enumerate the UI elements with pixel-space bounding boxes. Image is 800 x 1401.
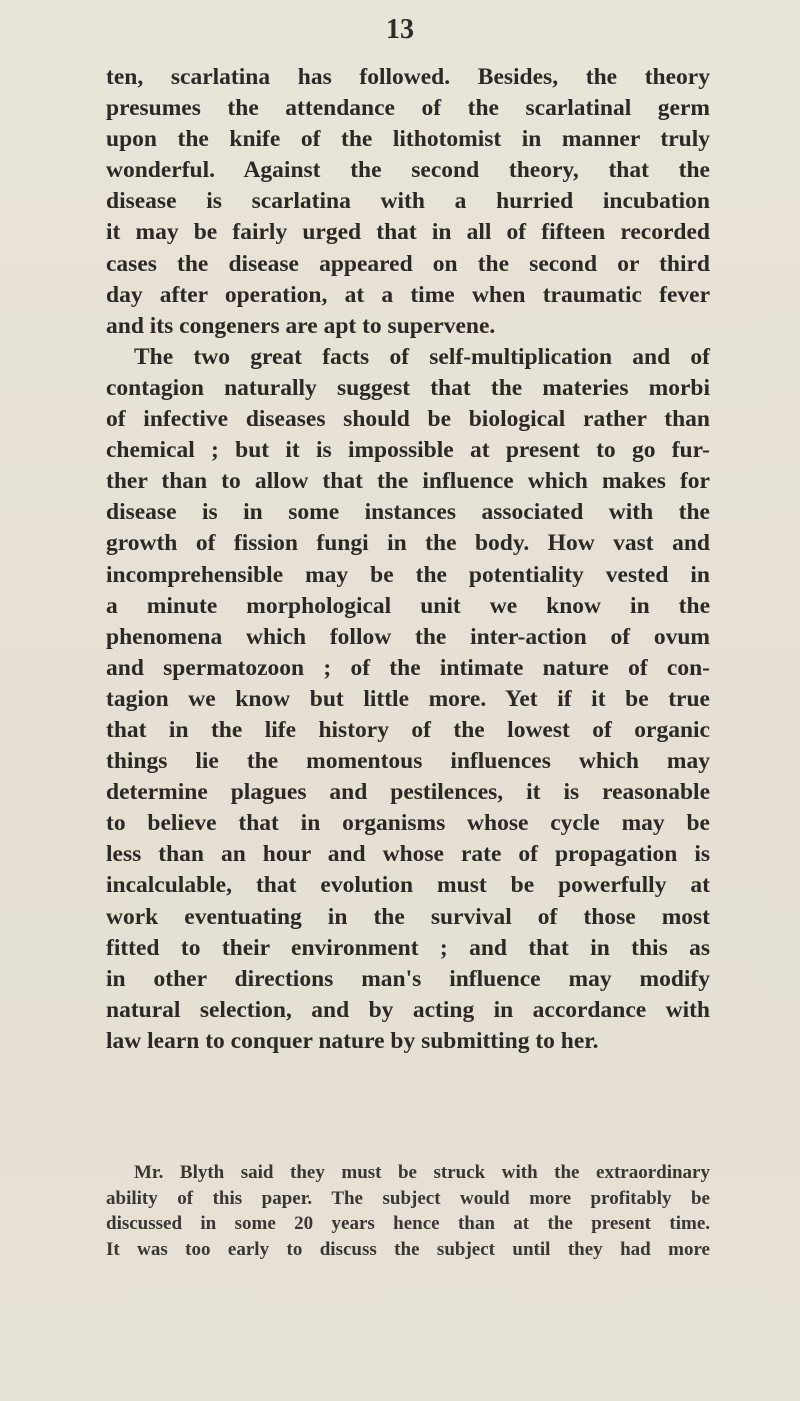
text-line: cases the disease appeared on the second or third: [106, 250, 710, 277]
text-line: it may be fairly urged that in all of fifteen recorded: [106, 219, 710, 246]
text-line: ten, scarlatina has followed. Besides, the theory: [106, 64, 710, 90]
text-line: tagion we know but little more. Yet if it be true: [106, 685, 710, 712]
text-line: law learn to conquer nature by submitting to her.: [106, 1027, 599, 1054]
text-line: natural selection, and by acting in accordance with: [106, 996, 710, 1023]
page-number: 13: [386, 14, 414, 45]
text-line: to believe that in organisms whose cycle may be: [106, 810, 710, 837]
text-line: phenomena which follow the inter-action of ovum: [106, 623, 710, 650]
text-line: wonderful. Against the second theory, that the: [106, 157, 710, 184]
text-line: work eventuating in the survival of those most: [106, 903, 710, 930]
text-line: incomprehensible may be the potentiality vested in: [106, 561, 710, 588]
text-line: day after operation, at a time when traumatic fever: [106, 281, 710, 308]
text-line: in other directions man's influence may modify: [106, 965, 710, 992]
text-line: disease is in some instances associated with the: [106, 499, 710, 526]
text-line: growth of fission fungi in the body. How vast and: [106, 530, 710, 557]
discussion-line: ability of this paper. The subject would more profitably be: [106, 1187, 710, 1209]
text-line: upon the knife of the lithotomist in manner truly: [106, 126, 710, 153]
text-line: and its congeners are apt to supervene.: [106, 312, 496, 339]
text-line: of infective diseases should be biological rather than: [106, 406, 710, 433]
text-line: ther than to allow that the influence which makes for: [106, 468, 710, 495]
text-line: a minute morphological unit we know in the: [106, 592, 710, 619]
discussion-line: discussed in some 20 years hence than at the present time.: [106, 1213, 710, 1235]
text-line: presumes the attendance of the scarlatinal germ: [106, 95, 710, 122]
text-line: and spermatozoon ; of the intimate nature of con-: [106, 654, 710, 681]
text-line: contagion naturally suggest that the materies morbi: [106, 374, 710, 401]
main-text-block: [106, 62, 710, 1057]
text-line: less than an hour and whose rate of propagation is: [106, 841, 710, 868]
text-line: that in the life history of the lowest of organic: [106, 716, 710, 743]
text-line: fitted to their environment ; and that in this as: [106, 934, 710, 961]
text-line: incalculable, that evolution must be powerfully at: [106, 872, 710, 899]
discussion-line: Mr. Blyth said they must be struck with the extraordinary: [134, 1162, 710, 1183]
discussion-line: It was too early to discuss the subject until they had more: [106, 1239, 710, 1261]
discussion-text-block: [106, 1160, 710, 1263]
paragraph-start-line: The two great facts of self-multiplication and of: [134, 343, 710, 370]
text-line: chemical ; but it is impossible at present to go fur-: [106, 437, 710, 464]
text-line: disease is scarlatina with a hurried incubation: [106, 188, 710, 215]
text-line: things lie the momentous influences which may: [106, 748, 710, 775]
text-line: determine plagues and pestilences, it is reasonable: [106, 779, 710, 806]
